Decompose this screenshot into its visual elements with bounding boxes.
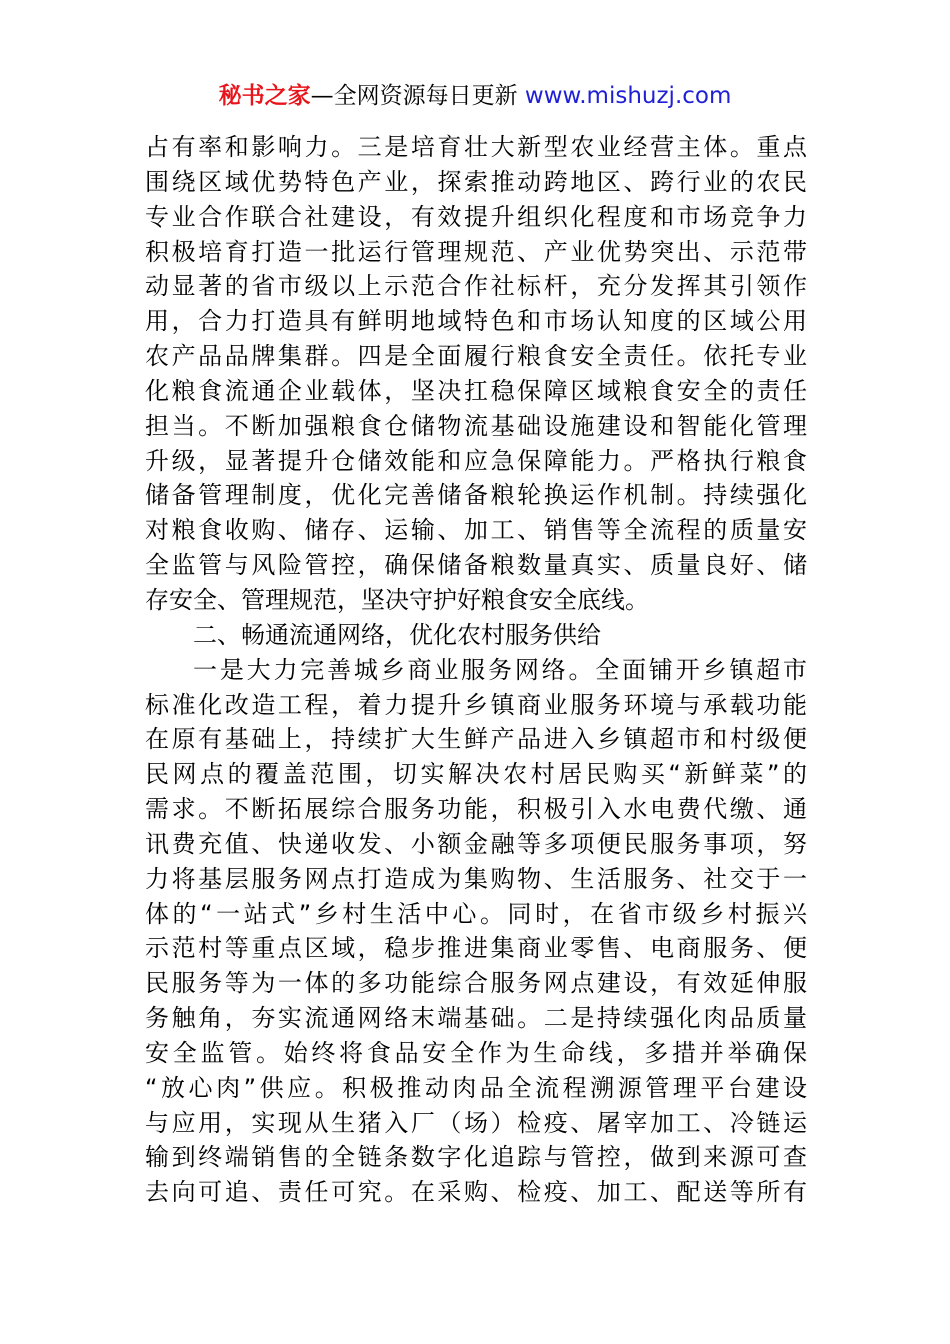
text-line: 务触角，夯实流通网络末端基础。二是持续强化肉品质量: [145, 1004, 807, 1033]
text-line: 力将基层服务网点打造成为集购物、生活服务、社交于一: [145, 864, 807, 893]
text-line: 民服务等为一体的多功能综合服务网点建设，有效延伸服: [145, 969, 807, 998]
text-line: “放心肉”供应。积极推动肉品全流程溯源管理平台建设: [145, 1073, 807, 1102]
text-line: 农产品品牌集群。四是全面履行粮食安全责任。依托专业: [145, 342, 807, 371]
text-line: 需求。不断拓展综合服务功能，积极引入水电费代缴、通: [145, 795, 807, 824]
text-line: 占有率和影响力。三是培育壮大新型农业经营主体。重点: [145, 133, 807, 161]
text-line: 示范村等重点区域，稳步推进集商业零售、电商服务、便: [145, 934, 807, 963]
text-line: 去向可追、责任可究。在采购、检疫、加工、配送等所有: [145, 1178, 807, 1207]
body-text: [145, 130, 807, 1210]
page-header: [0, 80, 950, 112]
site-url-link[interactable]: www.mishuzj.com: [524, 83, 732, 109]
header-tagline: —全网资源每日更新: [310, 83, 518, 109]
text-line: 讯费充值、快递收发、小额金融等多项便民服务事项，努: [145, 829, 807, 858]
text-line: 在原有基础上，持续扩大生鲜产品进入乡镇超市和村级便: [145, 725, 807, 754]
text-line: 储备管理制度，优化完善储备粮轮换运作机制。持续强化: [145, 481, 807, 510]
text-line: 化粮食流通企业载体，坚决扛稳保障区域粮食安全的责任: [145, 376, 807, 405]
text-line: 标准化改造工程，着力提升乡镇商业服务环境与承载功能: [145, 690, 807, 719]
text-line: 积极培育打造一批运行管理规范、产业优势突出、示范带: [145, 237, 807, 266]
text-line: 全监管与风险管控，确保储备粮数量真实、质量良好、储: [145, 551, 807, 580]
section-heading: 二、畅通流通网络，优化农村服务供给: [193, 620, 601, 649]
text-line: 用，合力打造具有鲜明地域特色和市场认知度的区域公用: [145, 307, 807, 336]
text-line: 担当。不断加强粮食仓储物流基础设施建设和智能化管理: [145, 411, 807, 440]
text-line: 存安全、管理规范，坚决守护好粮食安全底线。: [145, 585, 649, 614]
text-line: 与应用，实现从生猪入厂（场）检疫、屠宰加工、冷链运: [145, 1108, 807, 1137]
text-line: 升级，显著提升仓储效能和应急保障能力。严格执行粮食: [145, 446, 807, 475]
text-line: 对粮食收购、储存、运输、加工、销售等全流程的质量安: [145, 516, 807, 545]
text-line: 一是大力完善城乡商业服务网络。全面铺开乡镇超市: [193, 655, 807, 684]
text-line: 动显著的省市级以上示范合作社标杆，充分发挥其引领作: [145, 272, 807, 301]
text-line: 体的“一站式”乡村生活中心。同时，在省市级乡村振兴: [145, 899, 807, 928]
text-line: 民网点的覆盖范围，切实解决农村居民购买“新鲜菜”的: [145, 760, 807, 789]
text-line: 安全监管。始终将食品安全作为生命线，多措并举确保: [145, 1038, 807, 1067]
text-line: 围绕区域优势特色产业，探索推动跨地区、跨行业的农民: [145, 167, 807, 196]
text-line: 专业合作联合社建设，有效提升组织化程度和市场竞争力: [145, 202, 807, 231]
text-line: 输到终端销售的全链条数字化追踪与管控，做到来源可查: [145, 1143, 807, 1172]
brand-name: 秘书之家: [218, 83, 311, 109]
